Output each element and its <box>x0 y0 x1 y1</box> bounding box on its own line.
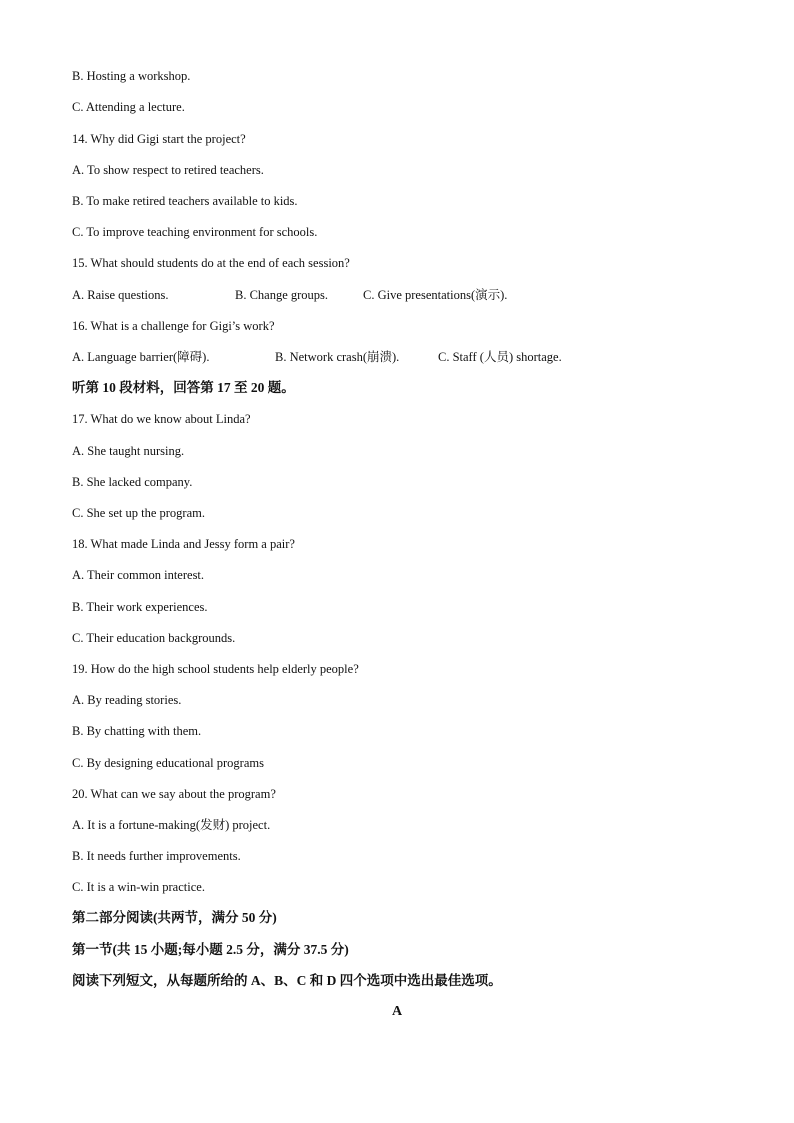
q20-option-c: C. It is a win-win practice. <box>72 880 205 894</box>
question-18: 18. What made Linda and Jessy form a pair? <box>72 537 295 551</box>
reading-instruction: 阅读下列短文，从每题所给的 A、B、C 和 D 四个选项中选出最佳选项。 <box>72 973 502 988</box>
q19-option-a: A. By reading stories. <box>72 693 182 707</box>
q17-option-a: A. She taught nursing. <box>72 444 185 458</box>
q18-option-c: C. Their education backgrounds. <box>72 631 236 645</box>
question-16: 16. What is a challenge for Gigi’s work? <box>72 319 275 333</box>
q17-option-c: C. She set up the program. <box>72 506 205 520</box>
question-15: 15. What should students do at the end of each session? <box>72 256 350 270</box>
q19-option-b: B. By chatting with them. <box>72 724 202 738</box>
q19-option-c: C. By designing educational programs <box>72 756 264 770</box>
q20-option-a: A. It is a fortune-making(发财) project. <box>72 818 271 832</box>
q15-option-a: A. Raise questions. <box>72 288 169 302</box>
question-20: 20. What can we say about the program? <box>72 787 276 801</box>
q20-option-b: B. It needs further improvements. <box>72 849 241 863</box>
q15-option-b: B. Change groups. <box>235 288 329 302</box>
q17-option-b: B. She lacked company. <box>72 475 193 489</box>
q15-options <box>72 287 722 303</box>
section-10-heading: 听第 10 段材料，回答第 17 至 20 题。 <box>72 380 295 395</box>
q16-option-c: C. Staff (人员) shortage. <box>438 350 562 364</box>
q16-options <box>72 349 722 365</box>
q14-option-a: A. To show respect to retired teachers. <box>72 163 264 177</box>
q18-option-a: A. Their common interest. <box>72 568 205 582</box>
q15-option-c: C. Give presentations(演示). <box>363 288 508 302</box>
q14-option-c: C. To improve teaching environment for schools. <box>72 225 318 239</box>
q13-option-b: B. Hosting a workshop. <box>72 69 191 83</box>
q14-option-b: B. To make retired teachers available to kids. <box>72 194 298 208</box>
q18-option-b: B. Their work experiences. <box>72 600 208 614</box>
section-1-heading: 第一节(共 15 小题;每小题 2.5 分，满分 37.5 分) <box>72 942 349 957</box>
passage-label: A <box>391 1004 403 1019</box>
q16-option-a: A. Language barrier(障碍). <box>72 350 210 364</box>
question-19: 19. How do the high school students help elderly people? <box>72 662 359 676</box>
question-14: 14. Why did Gigi start the project? <box>72 132 246 146</box>
part-2-heading: 第二部分阅读(共两节，满分 50 分) <box>72 910 277 925</box>
q16-option-b: B. Network crash(崩溃). <box>275 350 400 364</box>
question-17: 17. What do we know about Linda? <box>72 412 251 426</box>
q13-option-c: C. Attending a lecture. <box>72 100 185 114</box>
